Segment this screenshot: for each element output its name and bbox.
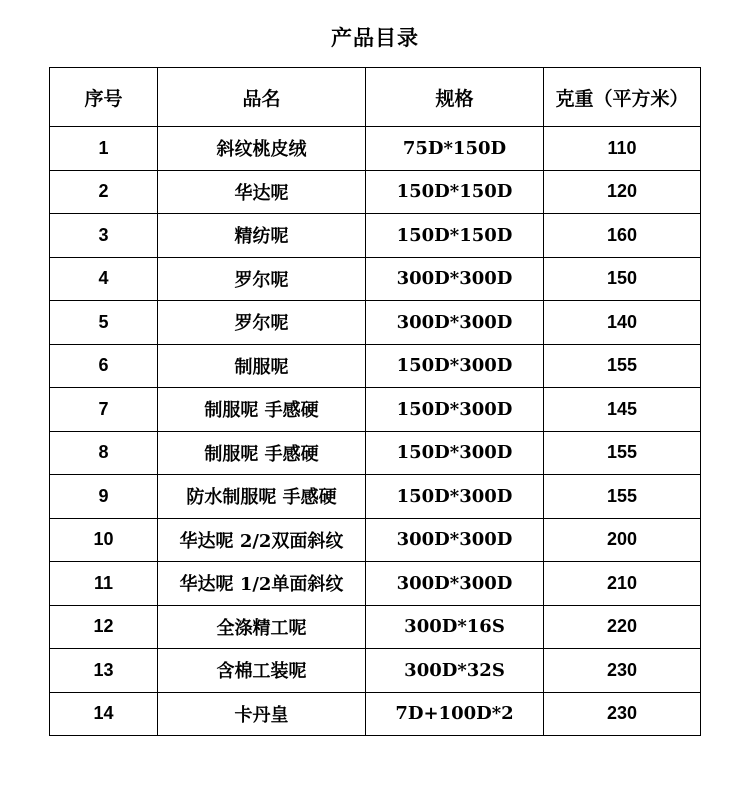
table-header-row bbox=[50, 68, 701, 127]
cell-specification: 7D+100D*2 bbox=[366, 692, 544, 736]
cell-weight: 220 bbox=[544, 605, 701, 649]
cell-specification: 300D*16S bbox=[366, 605, 544, 649]
cell-specification: 150D*300D bbox=[366, 344, 544, 388]
cell-specification: 150D*300D bbox=[366, 388, 544, 432]
column-header-specification: 规格 bbox=[366, 68, 544, 127]
table-body bbox=[50, 127, 701, 736]
column-header-serial-no: 序号 bbox=[50, 68, 158, 127]
table-row bbox=[50, 431, 701, 475]
table-row bbox=[50, 518, 701, 562]
table-row bbox=[50, 127, 701, 171]
cell-serial-no: 5 bbox=[50, 301, 158, 345]
cell-product-name: 罗尔呢 bbox=[158, 301, 366, 345]
table-row bbox=[50, 692, 701, 736]
cell-weight: 230 bbox=[544, 692, 701, 736]
cell-weight: 155 bbox=[544, 475, 701, 519]
cell-specification: 300D*32S bbox=[366, 649, 544, 693]
cell-specification: 75D*150D bbox=[366, 127, 544, 171]
cell-weight: 120 bbox=[544, 170, 701, 214]
cell-product-name: 全涤精工呢 bbox=[158, 605, 366, 649]
column-header-product-name: 品名 bbox=[158, 68, 366, 127]
cell-specification: 150D*150D bbox=[366, 170, 544, 214]
cell-product-name: 制服呢 手感硬 bbox=[158, 388, 366, 432]
table-row bbox=[50, 475, 701, 519]
product-catalog-table bbox=[49, 67, 701, 736]
cell-serial-no: 14 bbox=[50, 692, 158, 736]
cell-product-name: 制服呢 bbox=[158, 344, 366, 388]
cell-weight: 230 bbox=[544, 649, 701, 693]
cell-product-name: 华达呢 1/2单面斜纹 bbox=[158, 562, 366, 606]
cell-serial-no: 10 bbox=[50, 518, 158, 562]
cell-weight: 210 bbox=[544, 562, 701, 606]
cell-weight: 160 bbox=[544, 214, 701, 258]
cell-serial-no: 6 bbox=[50, 344, 158, 388]
cell-specification: 150D*300D bbox=[366, 475, 544, 519]
cell-serial-no: 12 bbox=[50, 605, 158, 649]
cell-product-name: 华达呢 bbox=[158, 170, 366, 214]
table-row bbox=[50, 257, 701, 301]
cell-product-name: 华达呢 2/2双面斜纹 bbox=[158, 518, 366, 562]
cell-specification: 300D*300D bbox=[366, 301, 544, 345]
table-row bbox=[50, 388, 701, 432]
cell-specification: 300D*300D bbox=[366, 518, 544, 562]
table-row bbox=[50, 170, 701, 214]
cell-serial-no: 13 bbox=[50, 649, 158, 693]
column-header-weight: 克重（平方米） bbox=[544, 68, 701, 127]
cell-product-name: 精纺呢 bbox=[158, 214, 366, 258]
cell-serial-no: 2 bbox=[50, 170, 158, 214]
cell-serial-no: 1 bbox=[50, 127, 158, 171]
cell-product-name: 防水制服呢 手感硬 bbox=[158, 475, 366, 519]
cell-product-name: 卡丹皇 bbox=[158, 692, 366, 736]
cell-weight: 155 bbox=[544, 344, 701, 388]
cell-serial-no: 4 bbox=[50, 257, 158, 301]
cell-product-name: 罗尔呢 bbox=[158, 257, 366, 301]
table-row bbox=[50, 649, 701, 693]
cell-weight: 140 bbox=[544, 301, 701, 345]
cell-serial-no: 8 bbox=[50, 431, 158, 475]
cell-weight: 110 bbox=[544, 127, 701, 171]
cell-specification: 300D*300D bbox=[366, 562, 544, 606]
table-row bbox=[50, 344, 701, 388]
cell-product-name: 制服呢 手感硬 bbox=[158, 431, 366, 475]
table-row bbox=[50, 562, 701, 606]
page-title: 产品目录 bbox=[331, 25, 419, 50]
cell-serial-no: 3 bbox=[50, 214, 158, 258]
cell-weight: 150 bbox=[544, 257, 701, 301]
cell-product-name: 斜纹桃皮绒 bbox=[158, 127, 366, 171]
cell-serial-no: 9 bbox=[50, 475, 158, 519]
cell-specification: 300D*300D bbox=[366, 257, 544, 301]
cell-product-name: 含棉工装呢 bbox=[158, 649, 366, 693]
table-row bbox=[50, 301, 701, 345]
cell-serial-no: 11 bbox=[50, 562, 158, 606]
cell-serial-no: 7 bbox=[50, 388, 158, 432]
cell-specification: 150D*300D bbox=[366, 431, 544, 475]
cell-specification: 150D*150D bbox=[366, 214, 544, 258]
cell-weight: 145 bbox=[544, 388, 701, 432]
cell-weight: 200 bbox=[544, 518, 701, 562]
cell-weight: 155 bbox=[544, 431, 701, 475]
table-row bbox=[50, 214, 701, 258]
table-row bbox=[50, 605, 701, 649]
